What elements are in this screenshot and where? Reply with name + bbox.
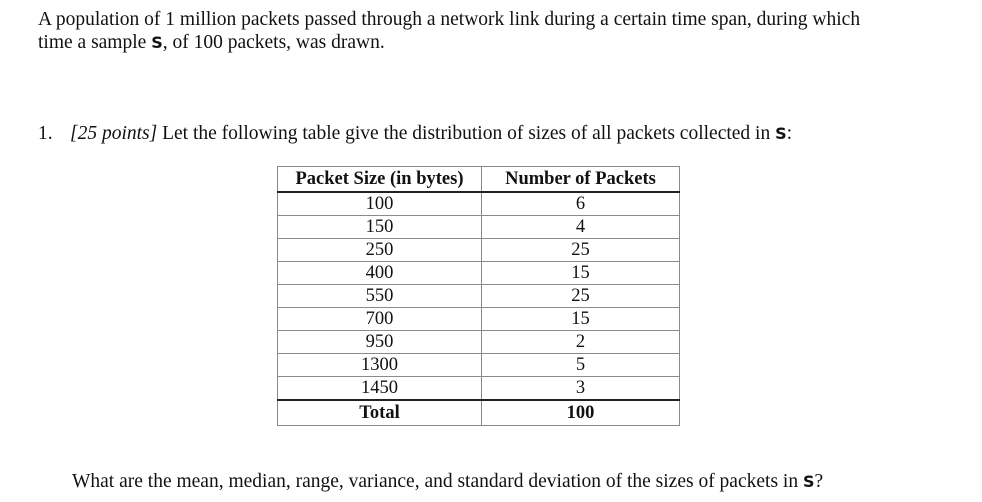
- sample-symbol: S: [151, 33, 163, 52]
- packet-count-cell: 3: [482, 377, 680, 401]
- intro-line-2-start: time a sample: [38, 32, 152, 53]
- final-question-sample-symbol: S: [802, 472, 815, 491]
- packet-count-cell: 15: [482, 308, 680, 331]
- packet-count-cell: 6: [482, 192, 680, 216]
- question-points: [25 points]: [70, 123, 158, 144]
- packet-size-cell: 400: [278, 262, 482, 285]
- total-value: 100: [482, 400, 680, 426]
- header-packet-size: Packet Size (in bytes): [278, 167, 482, 193]
- table-row: [278, 239, 680, 262]
- packet-size-cell: 1450: [278, 377, 482, 401]
- question-number: 1.: [38, 123, 53, 144]
- intro-paragraph: [38, 8, 958, 54]
- packet-size-cell: 1300: [278, 354, 482, 377]
- packet-count-cell: 2: [482, 331, 680, 354]
- packet-count-cell: 25: [482, 285, 680, 308]
- header-number-of-packets: Number of Packets: [482, 167, 680, 193]
- packet-size-cell: 250: [278, 239, 482, 262]
- final-question: [72, 470, 823, 494]
- table-row: [278, 354, 680, 377]
- packet-count-cell: 25: [482, 239, 680, 262]
- packet-size-cell: 550: [278, 285, 482, 308]
- table-row: [278, 262, 680, 285]
- total-label: Total: [278, 400, 482, 426]
- final-question-end: ?: [814, 471, 824, 492]
- packet-count-cell: 15: [482, 262, 680, 285]
- table-total-row: [278, 400, 680, 426]
- question-sample-symbol: S: [775, 124, 787, 143]
- packet-size-cell: 150: [278, 216, 482, 239]
- question-1: [38, 122, 792, 146]
- final-question-text: What are the mean, median, range, variance, and standard deviation of the sizes of packets in: [72, 471, 803, 492]
- packet-size-cell: 700: [278, 308, 482, 331]
- table-header-row: [278, 167, 680, 193]
- table-row: [278, 192, 680, 216]
- intro-line-2-end: , of 100 packets, was drawn.: [162, 32, 385, 53]
- packet-count-cell: 4: [482, 216, 680, 239]
- question-text: Let the following table give the distribution of sizes of all packets collected in: [157, 123, 776, 144]
- table-row: [278, 216, 680, 239]
- packet-size-cell: 950: [278, 331, 482, 354]
- table-row: [278, 308, 680, 331]
- intro-line-1: A population of 1 million packets passed through a network link during a certain time span, during which: [38, 9, 861, 30]
- packet-size-cell: 100: [278, 192, 482, 216]
- table-row: [278, 377, 680, 401]
- table-row: [278, 331, 680, 354]
- packet-count-cell: 5: [482, 354, 680, 377]
- packet-size-distribution-table: [277, 166, 680, 426]
- question-end: :: [786, 123, 793, 144]
- table-row: [278, 285, 680, 308]
